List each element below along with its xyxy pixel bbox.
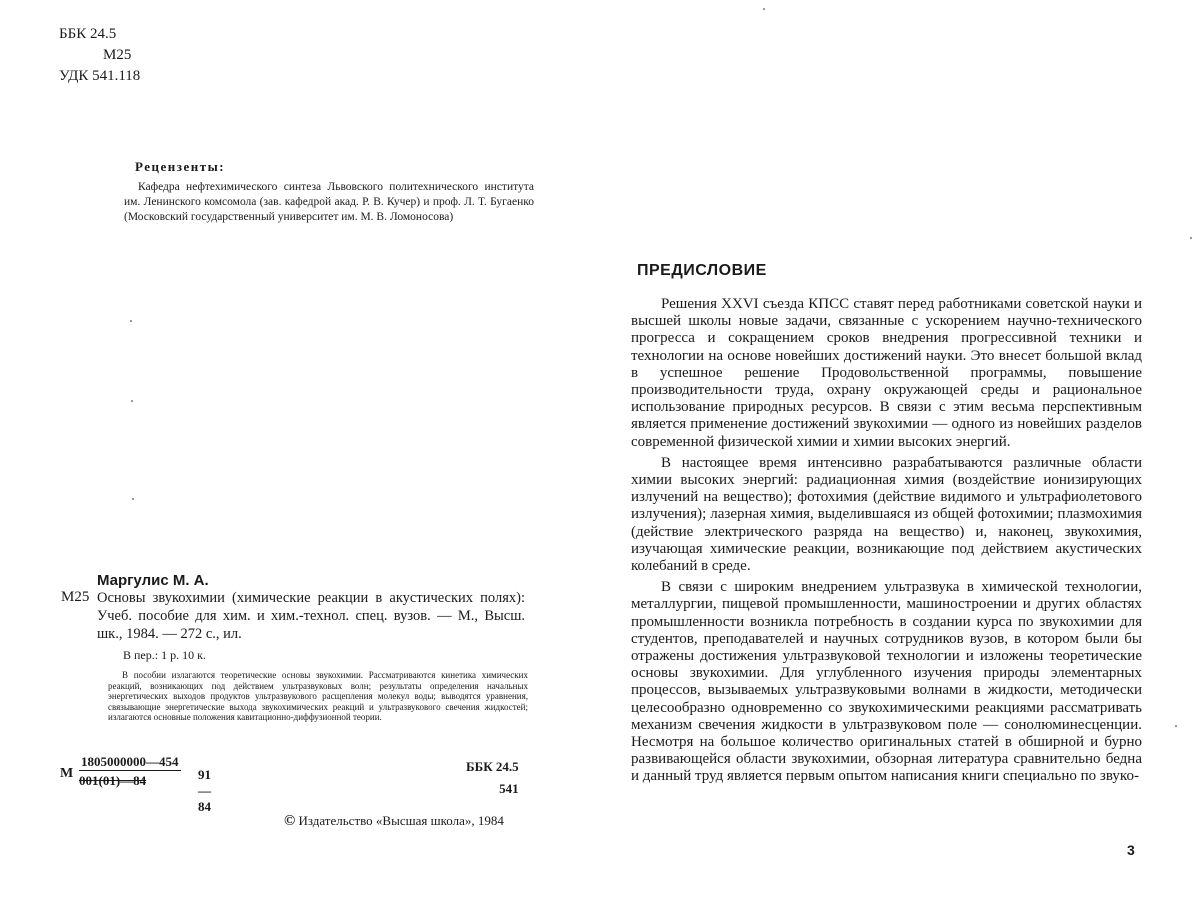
- preface-title: ПРЕДИСЛОВИЕ: [637, 262, 767, 279]
- bbk-right: ББК 24.5: [466, 759, 519, 774]
- udc-right: 541: [499, 781, 519, 796]
- right-page: [600, 0, 1200, 916]
- page-number: 3: [1127, 842, 1135, 858]
- margin-mark: М25: [61, 589, 90, 605]
- udk-code: УДК 541.118: [59, 68, 141, 84]
- preface-body: [631, 296, 1142, 790]
- author-name: Маргулис М. А.: [97, 572, 209, 589]
- scan-speck: [131, 400, 133, 402]
- preface-paragraph: Решения XXVI съезда КПСС ставят перед работниками советской науки и высшей школы новые задачи, связанные с ускорением научно-технического прогресса и сокращением сроков внедрения прогрессивной техники и технологии на основе новейших достижений науки. Это внесет большой вклад в успешное решение Продовольственной программы, повышение производительности труда, охрану окружающей среды и рациональное использование природных ресурсов. В связи с этим весьма перспективным является применение достижений звукохимии — одного из новейших разделов современной физической химии и химии высоких энергий.: [631, 296, 1142, 450]
- price: В пер.: 1 р. 10 к.: [123, 648, 206, 662]
- scan-speck: [1190, 237, 1192, 239]
- catalog-mark: М: [60, 766, 74, 781]
- catalog-denominator: 001(01)—84: [79, 773, 147, 788]
- book-description: Основы звукохимии (химические реакции в акустических полях): Учеб. пособие для хим. и хим.-технол. спец. вузов. — М., Высш. шк., 1984. — 272 с., ил.: [97, 590, 525, 642]
- catalog-middle: 91—84: [198, 767, 211, 814]
- catalog-formula: [79, 754, 211, 814]
- author-mark-code: М25: [103, 47, 132, 63]
- catalog-numerator: 1805000000—454: [81, 754, 179, 769]
- preface-paragraph: В связи с широким внедрением ультразвука в химической технологии, металлургии, пищевой промышленности, машиностроении и других областях промышленности возникла потребность в создании курса по звукохимии для студентов, преподавателей и научных сотрудников вузов, в котором были бы отражены достижения ультразвуковой технологии и изложены теоретические основы звукохимии. Для углубленного изучения природы элементарных процессов, вызываемых ультразвуковыми волнами в жидкости, методически целесообразно одновременно со звукохимическими реакциями рассматривать механизм свечения жидкости в ультразвуковом поле — сонолюминесценции. Несмотря на большое количество оригинальных статей в обширной и бурно развивающейся области звукохимии, обзорная литература сравнительно бедна и данный труд является первым опытом написания книги специально по звуко-: [631, 579, 1142, 785]
- copyright-line: [284, 813, 504, 830]
- annotation: В пособии излагаются теоретические основы звукохимии. Рассматриваются кинетика химических реакций, возникающих под действием ультразвуковых волн; результаты определения начальных энергетических выходов продуктов ультразвукового расщепления молекул воды; выводятся уравнения, связывающие энергетические выхода звукохимических реакций и ультразвукового свечения жидкостей; излагаются основные положения кавитационно-диффузионной теории.: [108, 670, 528, 723]
- catalog-right-codes: [466, 756, 519, 800]
- reviewers-text: Кафедра нефтехимического синтеза Львовского политехнического института им. Ленинского комсомола (зав. кафедрой акад. Р. В. Кучер) и проф. Л. Т. Бугаенко (Московский государственный университет им. М. В. Ломоносова): [124, 181, 534, 223]
- preface-paragraph: В настоящее время интенсивно разрабатываются различные области химии высоких энергий: радиационная химия (воздействие ионизирующих излучений на вещество); фотохимия (действие видимого и ультрафиолетового излучения); лазерная химия, выделившаяся из общей фотохимии; плазмохимия (действие электрического разряда на вещество) и, наконец, звукохимия, изучающая химические реакции, возникающие под действием акустических колебаний в среде.: [631, 454, 1142, 575]
- bbk-code: ББК 24.5: [59, 26, 117, 42]
- reviewers-title: Рецензенты:: [135, 159, 226, 174]
- classification-codes: [59, 24, 140, 87]
- scan-speck: [1175, 725, 1177, 727]
- copyright-icon: ©: [284, 813, 296, 829]
- copyright-text: Издательство «Высшая школа», 1984: [298, 813, 504, 828]
- scan-speck: [130, 320, 132, 322]
- scan-speck: [763, 8, 765, 10]
- scan-speck: [132, 498, 134, 500]
